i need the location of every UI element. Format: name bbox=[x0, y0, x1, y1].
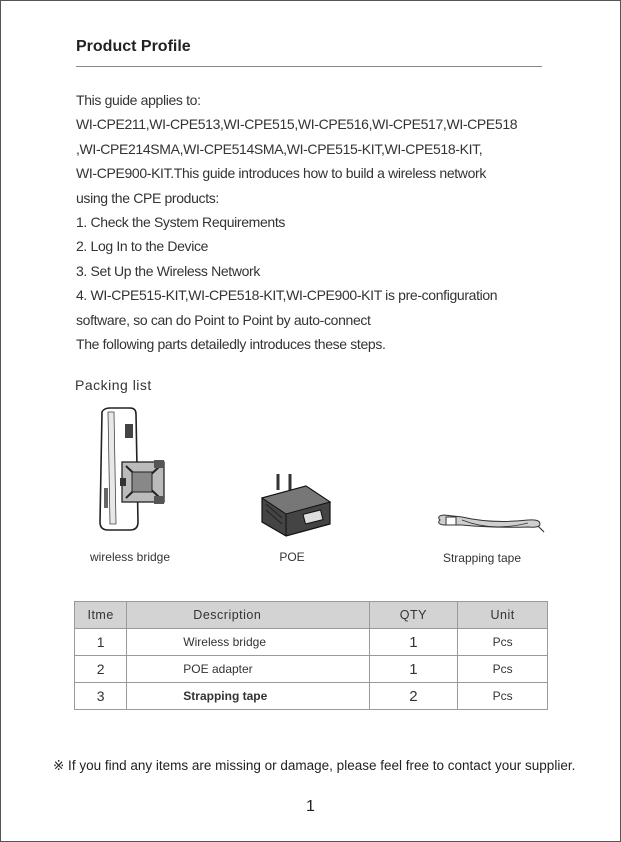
intro-text bbox=[76, 88, 556, 356]
cell-item: 1 bbox=[75, 629, 127, 656]
page-number: 1 bbox=[306, 798, 315, 815]
table-row bbox=[75, 629, 548, 656]
intro-line: ,WI-CPE214SMA,WI-CPE514SMA,WI-CPE515-KIT,WI-CPE518-KIT, bbox=[76, 140, 483, 157]
cell-unit: Pcs bbox=[458, 656, 548, 683]
header-description: Description bbox=[127, 602, 369, 629]
intro-line: using the CPE products: bbox=[76, 189, 219, 206]
packing-list-table bbox=[74, 601, 548, 710]
title-divider bbox=[76, 66, 542, 67]
table-header-row bbox=[75, 602, 548, 629]
intro-line: The following parts detailedly introduces these steps. bbox=[76, 336, 386, 353]
page-title: Product Profile bbox=[76, 38, 191, 55]
cell-item: 3 bbox=[75, 683, 127, 710]
missing-items-note: ※ If you find any items are missing or damage, please feel free to contact your supplier. bbox=[53, 758, 576, 773]
intro-line: 3. Set Up the Wireless Network bbox=[76, 262, 261, 279]
packing-list-title: Packing list bbox=[75, 377, 152, 393]
cell-unit: Pcs bbox=[458, 683, 548, 710]
product-label-strapping-tape: Strapping tape bbox=[442, 551, 522, 565]
intro-line: WI-CPE900-KIT.This guide introduces how to build a wireless network bbox=[76, 165, 486, 182]
product-label-wireless-bridge: wireless bridge bbox=[89, 550, 171, 564]
cell-item: 2 bbox=[75, 656, 127, 683]
product-label-poe: POE bbox=[279, 550, 305, 564]
cell-qty: 1 bbox=[369, 656, 458, 683]
poe-adapter-image bbox=[256, 470, 336, 538]
cell-description: Wireless bridge bbox=[127, 629, 369, 656]
table-row bbox=[75, 656, 548, 683]
header-qty: QTY bbox=[369, 602, 458, 629]
header-unit: Unit bbox=[458, 602, 548, 629]
intro-line: 2. Log In to the Device bbox=[76, 238, 209, 255]
header-item: Itme bbox=[75, 602, 127, 629]
cell-description: POE adapter bbox=[127, 656, 369, 683]
strapping-tape-image bbox=[432, 508, 548, 538]
intro-line: 1. Check the System Requirements bbox=[76, 214, 286, 231]
intro-line: software, so can do Point to Point by auto-connect bbox=[76, 311, 371, 328]
cell-qty: 2 bbox=[369, 683, 458, 710]
cell-unit: Pcs bbox=[458, 629, 548, 656]
intro-line: 4. WI-CPE515-KIT,WI-CPE518-KIT,WI-CPE900-KIT is pre-configuration bbox=[76, 287, 498, 304]
wireless-bridge-image bbox=[92, 404, 172, 534]
intro-line: This guide applies to: bbox=[76, 92, 201, 108]
intro-line: WI-CPE211,WI-CPE513,WI-CPE515,WI-CPE516,WI-CPE517,WI-CPE518 bbox=[76, 116, 518, 133]
table-row bbox=[75, 683, 548, 710]
cell-description: Strapping tape bbox=[127, 683, 369, 710]
cell-qty: 1 bbox=[369, 629, 458, 656]
